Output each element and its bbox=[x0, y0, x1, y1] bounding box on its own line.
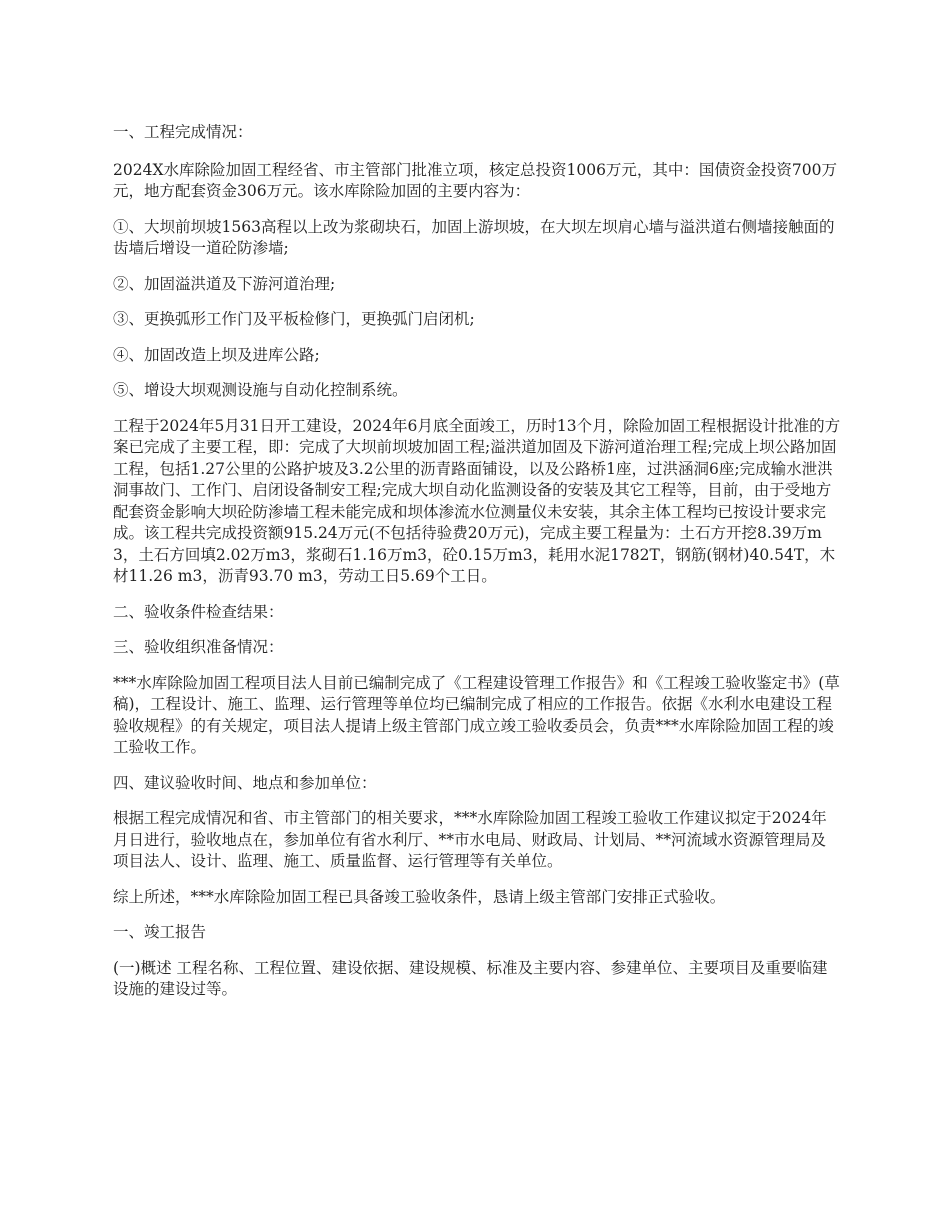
section-heading-preparation: 三、验收组织准备情况： bbox=[113, 638, 284, 656]
paragraph-report-overview: (一)概述 工程名称、工程位置、建设依据、建设规模、标准及主要内容、参建单位、主要项目及重要临建设施的建设过等。 bbox=[113, 958, 828, 998]
paragraph-overview: 2024X水库除险加固工程经省、市主管部门批准立项，核定总投资1006万元，其中：国债资金投资700万元，地方配套资金306万元。该水库除险加固的主要内容为： bbox=[113, 160, 838, 200]
section-heading-inspection: 二、验收条件检查结果： bbox=[113, 602, 284, 621]
section-heading-schedule: 四、建议验收时间、地点和参加单位： bbox=[113, 773, 377, 792]
paragraph-schedule: 根据工程完成情况和省、市主管部门的相关要求，***水库除险加固工程竣工验收工作建议拟定于2024年月日进行，验收地点在，参加单位有省水利厅、**市水电局、财政局、计划局、**河流域水资源管理局及项目法人、设计、监理、施工、质量监督、运行管理等有关单位。 bbox=[113, 809, 827, 870]
list-item-4: ④、加固改造上坝及进库公路; bbox=[113, 345, 320, 364]
paragraph-progress: 工程于2024年5月31日开工建设，2024年6月底全面竣工，历时13个月，除险加固工程根据设计批准的方案已完成了主要工程，即：完成了大坝前坝坡加固工程;溢洪道加固及下游河道治理工程;完成上坝公路加固工程，包括1.27公里的公路护坡及3.2公里的沥青路面铺设，以及公路桥1座，过洪涵洞6座;完成输水泄洪洞事故门、工作门、启闭设备制安工程;完成大坝自动化监测设备的安装及其它工程等，目前，由于受地方配套资金影响大坝砼防渗墙工程未能完成和坝体渗流水位测量仪未安装，其余主体工程均已按设计要求完成。该工程共完成投资额915.24万元(不包括待验费20万元)，完成主要工程量为：土石方开挖8.39万m3，土石方回填2.02万m3，浆砌石1.16万m3，砼0.15万m3，耗用水泥1782T，钢筋(钢材)40.54T，木材11.26 m3，沥青93.70 m3，劳动工日5.69个工日。 bbox=[113, 416, 841, 585]
paragraph-conclusion: 综上所述，***水库除险加固工程已具备竣工验收条件，恳请上级主管部门安排正式验收。 bbox=[113, 887, 726, 906]
section-heading-completion: 一、工程完成情况： bbox=[113, 123, 253, 141]
list-item-1: ①、大坝前坝坡1563高程以上改为浆砌块石，加固上游坝坡，在大坝左坝肩心墙与溢洪道右侧墙接触面的齿墙后增设一道砼防渗墙; bbox=[113, 217, 835, 257]
list-item-5: ⑤、增设大坝观测设施与自动化控制系统。 bbox=[113, 381, 408, 399]
list-item-2: ②、加固溢洪道及下游河道治理; bbox=[113, 274, 336, 293]
section-heading-report: 一、竣工报告 bbox=[113, 923, 207, 941]
document-page bbox=[113, 122, 841, 1015]
list-item-3: ③、更换弧形工作门及平板检修门，更换弧门启闭机; bbox=[113, 310, 475, 328]
paragraph-preparation: ***水库除险加固工程项目法人目前已编制完成了《工程建设管理工作报告》和《工程竣工验收鉴定书》(草稿)，工程设计、施工、监理、运行管理等单位均已编制完成了相应的工作报告。依据《水利水电建设工程验收规程》的有关规定，项目法人提请上级主管部门成立竣工验收委员会，负责***水库除险加固工程的竣工验收工作。 bbox=[113, 673, 840, 756]
